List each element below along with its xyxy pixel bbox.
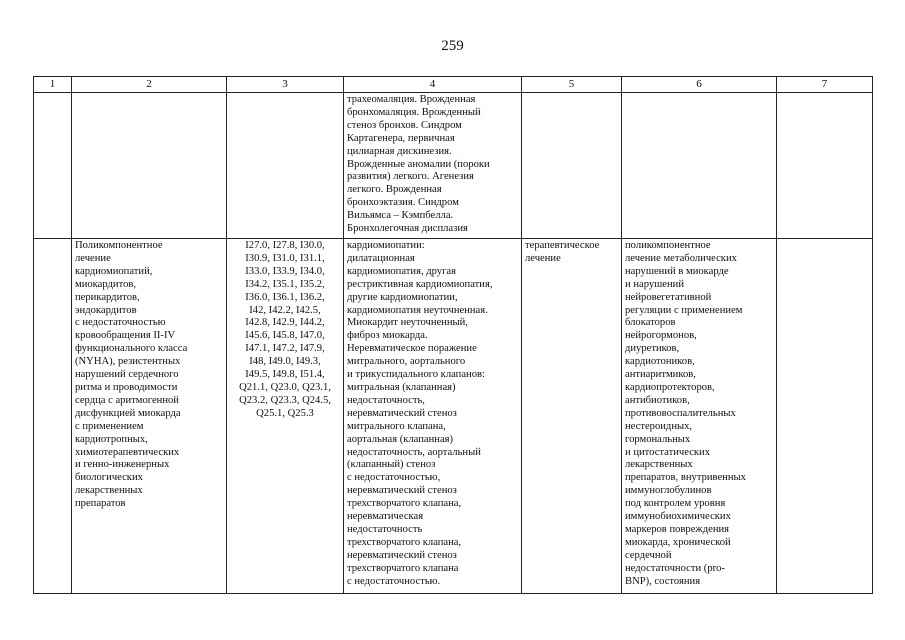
text-line: под контролем уровня [625, 498, 726, 510]
text-line: терапевтическое [525, 240, 600, 251]
cell-diagnoses [344, 93, 522, 239]
text-line: рестриктивная кардиомиопатия, [347, 278, 493, 290]
text-line: аортальная (клапанная) [347, 433, 454, 445]
text-line: I42.8, I42.9, I44.2, [245, 317, 325, 329]
text-line: кардиопротекторов, [625, 381, 715, 393]
text-line: I34.2, I35.1, I35.2, [245, 278, 325, 290]
cell-icd-codes [227, 239, 344, 594]
text-line: Поликомпонентное [75, 240, 163, 251]
header-col-7: 7 [777, 77, 873, 93]
text-line: нестероидных, [625, 420, 693, 432]
text-line: митральная (клапанная) [347, 381, 456, 393]
text-line: Картагенера, первичная [347, 132, 455, 144]
cell-treatment-name [72, 239, 227, 594]
cell-col-3 [227, 93, 344, 239]
text-line: I30.9, I31.0, I31.1, [245, 252, 325, 264]
text-line: Бронхолегочная дисплазия [347, 223, 468, 235]
text-line: лечение [75, 252, 111, 264]
text-line: и цитостатических [625, 446, 711, 458]
text-line: неревматический стеноз [347, 549, 457, 561]
text-line: стеноз бронхов. Синдром [347, 119, 462, 131]
text-line: миокардитов, [75, 278, 137, 290]
text-line: с применением [75, 420, 144, 432]
text-line: митрального, аортального [347, 356, 466, 368]
text-line: Q23.2, Q23.3, Q24.5, [239, 394, 331, 406]
cell-treatment-method [622, 239, 777, 594]
header-col-5: 5 [522, 77, 622, 93]
treatment-table [33, 76, 873, 594]
text-line: сердечной [625, 549, 672, 561]
text-line: I45.6, I45.8, I47.0, [245, 330, 325, 342]
text-line: с недостаточностью [75, 317, 166, 329]
text-line: противовоспалительных [625, 407, 736, 419]
text-line: и нарушений [625, 278, 685, 290]
table-header-row [34, 77, 873, 93]
table-row-main [34, 239, 873, 594]
text-line: бронхоэктазия. Синдром [347, 197, 459, 209]
cell-col-6 [622, 93, 777, 239]
header-col-4: 4 [344, 77, 522, 93]
text-line: гормональных [625, 433, 691, 445]
text-line: иммуноглобулинов [625, 485, 712, 497]
text-line: I36.0, I36.1, I36.2, [245, 291, 325, 303]
text-line: иммунобиохимических [625, 511, 731, 523]
text-line: легкого. Врожденная [347, 184, 442, 196]
text-line: I48, I49.0, I49.3, [249, 356, 321, 368]
text-line: развития) легкого. Агенезия [347, 171, 474, 183]
text-line: кардиомиопатии: [347, 240, 425, 251]
text-line: I27.0, I27.8, I30.0, [245, 240, 325, 251]
cell-diagnoses [344, 239, 522, 594]
text-line: регуляции с применением [625, 304, 743, 316]
text-line: лекарственных [625, 459, 693, 471]
text-line: неревматический стеноз [347, 407, 457, 419]
text-line: недостаточность, [347, 394, 425, 406]
text-line: препаратов [75, 498, 126, 510]
text-line: ритма и проводимости [75, 381, 178, 393]
table-row-continuation [34, 93, 873, 239]
header-col-1: 1 [34, 77, 72, 93]
text-line: (NYHA), резистентных [75, 356, 181, 368]
text-line: с недостаточностью. [347, 575, 441, 587]
text-line: Неревматическое поражение [347, 343, 477, 355]
text-line: трахеомаляция. Врожденная [347, 94, 476, 105]
text-line: Вильямса – Кэмпбелла. [347, 210, 454, 222]
text-line: лечение метаболических [625, 252, 737, 264]
text-line: кардиотоников, [625, 356, 695, 368]
text-line: лекарственных [75, 485, 143, 497]
text-line: (клапанный) стеноз [347, 459, 436, 471]
text-line: маркеров повреждения [625, 523, 730, 535]
text-line: неревматический стеноз [347, 485, 457, 497]
text-line: кардиомиопатий, [75, 265, 153, 277]
text-line: фиброз миокарда. [347, 330, 428, 342]
text-line: BNP), состояния [625, 575, 701, 587]
text-line: недостаточности (pro- [625, 562, 725, 574]
text-line: блокаторов [625, 317, 676, 329]
text-line: функционального класса [75, 343, 188, 355]
text-line: сердца с аритмогенной [75, 394, 179, 406]
text-line: лечение [525, 252, 561, 264]
text-line: перикардитов, [75, 291, 140, 303]
text-line: нарушений сердечного [75, 369, 179, 381]
text-line: неревматическая [347, 511, 424, 523]
text-line: биологических [75, 472, 143, 484]
text-line: с недостаточностью, [347, 472, 441, 484]
text-line: антибиотиков, [625, 394, 690, 406]
text-line: дисфункцией миокарда [75, 407, 181, 419]
text-line: кардиотропных, [75, 433, 148, 445]
text-line: I47.1, I47.2, I47.9, [245, 343, 325, 355]
text-line: I33.0, I33.9, I34.0, [245, 265, 325, 277]
text-line: Миокардит неуточненный, [347, 317, 468, 329]
text-line: митрального клапана, [347, 420, 446, 432]
text-line: антиаритмиков, [625, 369, 696, 381]
text-line: и генно-инженерных [75, 459, 170, 471]
text-line: I49.5, I49.8, I51.4, [245, 369, 325, 381]
text-line: бронхомаляция. Врожденный [347, 106, 481, 118]
cell-col-1 [34, 93, 72, 239]
text-line: диуретиков, [625, 343, 680, 355]
cell-col-1 [34, 239, 72, 594]
text-line: эндокардитов [75, 304, 137, 316]
text-line: химиотерапевтических [75, 446, 180, 458]
text-line: поликомпонентное [625, 240, 711, 251]
header-col-6: 6 [622, 77, 777, 93]
text-line: Q21.1, Q23.0, Q23.1, [239, 381, 331, 393]
cell-col-2 [72, 93, 227, 239]
cell-col-5 [522, 93, 622, 239]
text-line: трехстворчатого клапана, [347, 498, 462, 510]
header-col-2: 2 [72, 77, 227, 93]
text-line: кровообращения II-IV [75, 330, 176, 342]
text-line: кардиомиопатия неуточненная. [347, 304, 488, 316]
text-line: трехстворчатого клапана, [347, 536, 462, 548]
text-line: дилатационная [347, 252, 415, 264]
cell-treatment-type [522, 239, 622, 594]
text-line: нейрогормонов, [625, 330, 697, 342]
header-col-3: 3 [227, 77, 344, 93]
text-line: недостаточность, аортальный [347, 446, 481, 458]
text-line: недостаточность [347, 523, 423, 535]
text-line: препаратов, внутривенных [625, 472, 746, 484]
text-line: трехстворчатого клапана [347, 562, 459, 574]
text-line: кардиомиопатия, другая [347, 265, 456, 277]
text-line: и трикуспидального клапанов: [347, 369, 485, 381]
text-line: нейровегетативной [625, 291, 712, 303]
cell-col-7 [777, 93, 873, 239]
cell-col-7 [777, 239, 873, 594]
text-line: цилиарная дискинезия. [347, 145, 452, 157]
text-line: Врожденные аномалии (пороки [347, 158, 490, 170]
text-line: другие кардиомиопатии, [347, 291, 458, 303]
text-line: нарушений в миокарде [625, 265, 729, 277]
text-line: I42, I42.2, I42.5, [249, 304, 321, 316]
page-number: 259 [441, 38, 464, 54]
text-line: Q25.1, Q25.3 [256, 407, 314, 419]
text-line: миокарда, хронической [625, 536, 731, 548]
